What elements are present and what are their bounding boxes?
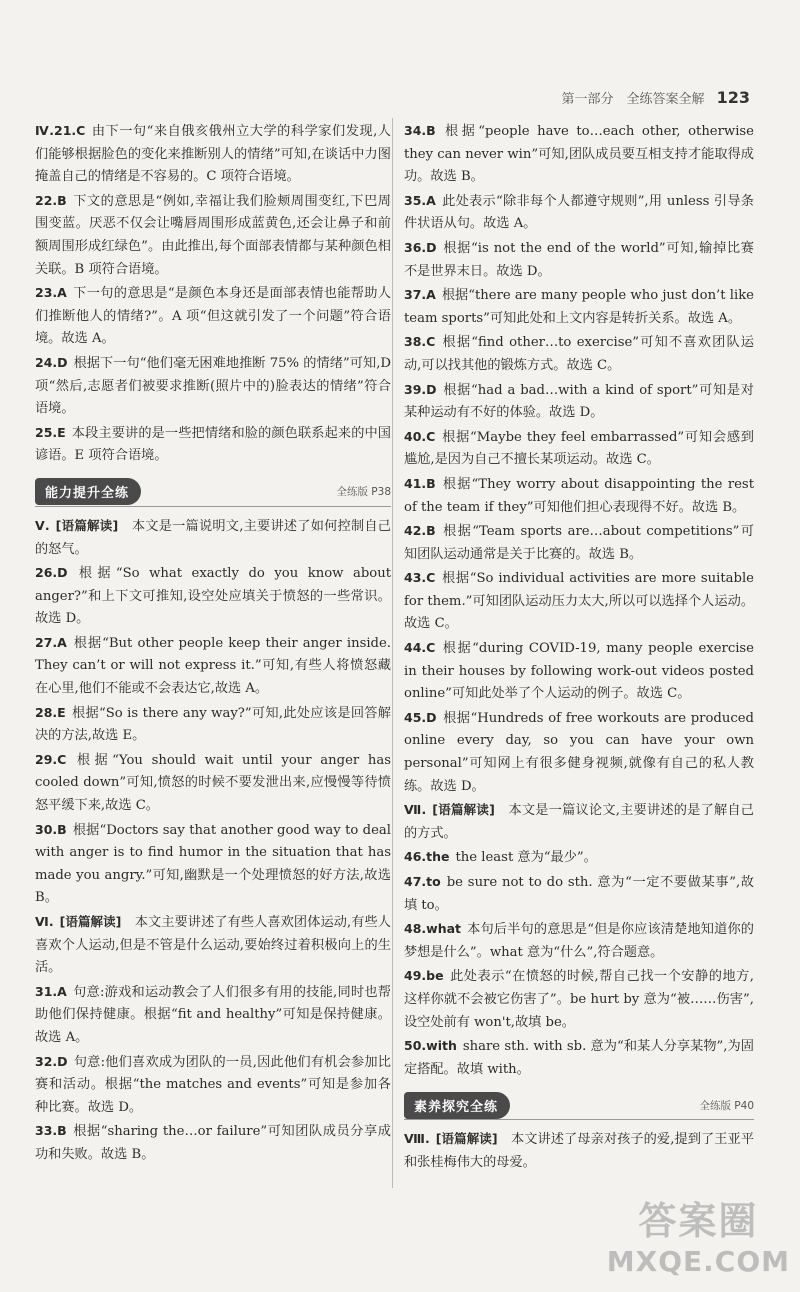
answer-entry xyxy=(404,284,754,330)
answer-number: 35.A xyxy=(404,192,436,208)
answer-entry xyxy=(404,473,754,519)
answer-entry xyxy=(35,749,391,818)
explanation-text: 根据“people have to…each other, otherwise they can never win”可知,团队成员要互相支持才能取得成功。故选 B。 xyxy=(404,124,754,185)
explanation-text: 下文的意思是“例如,幸福让我们脸颊周围变红,下巴周围变蓝。厌恶不仅会让嘴唇周围形成蓝黄色,还会让鼻子和前额周围形成红绿色”。由此推出,每个面部表情都与某种颜色相关联。B 项符合语境。 xyxy=(35,193,391,277)
answer-number: 27.A xyxy=(35,634,67,650)
section-label: [语篇解读] xyxy=(55,517,119,533)
answer-entry xyxy=(35,120,391,189)
explanation-text: 本段主要讲的是一些把情绪和脸的颜色联系起来的中国谚语。E 项符合语境。 xyxy=(35,425,391,464)
explanation-text: 根据“sharing the…or failure”可知团队成员分享成功和失败。故选 B。 xyxy=(35,1124,391,1162)
answer-entry xyxy=(35,562,391,631)
answer-number: 31.A xyxy=(35,983,67,999)
summary-text: 本文是一篇说明文,主要讲述了如何控制自己的怒气。 xyxy=(35,518,391,557)
answer-number: Ⅳ.21.C xyxy=(35,123,86,138)
banner-label: 能力提升全练 xyxy=(35,478,141,505)
explanation-text: 根据“find other…to exercise”可知不喜欢团队运动,可以找其他的锻炼方式。故选 C。 xyxy=(404,335,754,373)
passage-summary xyxy=(35,515,391,561)
answer-number: 41.B xyxy=(404,475,436,491)
answer-number: 23.A xyxy=(35,285,67,301)
explanation-text: 句意:他们喜欢成为团队的一员,因此他们有机会参加比赛和活动。根据“the matches and events”可知是参加各种比赛。故选 D。 xyxy=(35,1054,391,1115)
answer-entry xyxy=(35,981,391,1050)
explanation-text: 根据“had a bad…with a kind of sport”可知是对某种运动有不好的体验。故选 D。 xyxy=(404,382,754,421)
explanation-text: 根据“So what exactly do you know about anger?”和上下文可推知,设空处应填关于愤怒的一些常识。故选 D。 xyxy=(35,566,391,627)
answer-entry xyxy=(35,819,391,910)
answer-entry xyxy=(404,567,754,636)
answer-number: 47.to xyxy=(404,874,441,889)
answer-entry xyxy=(35,282,391,351)
explanation-text: 下一句的意思是“是颜色本身还是面部表情也能帮助人们推断他人的情绪?”。A 项“但这就引发了一个问题”符合语境。故选 A。 xyxy=(35,286,391,347)
answer-entry xyxy=(404,965,754,1034)
answer-number: 34.B xyxy=(404,123,436,138)
answer-entry xyxy=(35,632,391,701)
answer-number: 42.B xyxy=(404,523,436,539)
answer-number: 32.D xyxy=(35,1053,68,1069)
column-divider xyxy=(392,118,393,1188)
answer-number: 46.the xyxy=(404,849,450,865)
explanation-text: 根据“Maybe they feel embarrassed”可知会感到尴尬,是因为自己不擅长某项运动。故选 C。 xyxy=(404,429,754,468)
answer-entry xyxy=(404,190,754,236)
answer-entry xyxy=(404,871,754,917)
page-number: 123 xyxy=(716,88,750,107)
answer-number: 26.D xyxy=(35,565,68,581)
explanation-text: 根据“They worry about disappointing the rest of the team if they”可知他们担心表现得不好。故选 B。 xyxy=(404,476,754,515)
explanation-text: 由下一句“来自俄亥俄州立大学的科学家们发现,人们能够根据脸色的变化来推断别人的情绪”可知,在谈话中力图掩盖自己的情绪是不容易的。C 项符合语境。 xyxy=(35,124,391,185)
answer-entry xyxy=(404,1035,754,1081)
explanation-text: 根据“But other people keep their anger inside. They can’t or will not express it.”可知,有些人将愤怒藏在心里,他们不能或不会表达它,故选 A。 xyxy=(35,635,391,697)
section-label: [语篇解读] xyxy=(59,914,122,929)
answer-number: 28.E xyxy=(35,704,66,720)
answer-entry xyxy=(404,120,754,189)
explanation-text: 根据“Hundreds of free workouts are produced online every day, so you can have your own personal”可知网上有很多健身视频,就像有自己的私人教练。故选 D。 xyxy=(404,710,754,794)
answer-entry xyxy=(404,846,754,870)
corner-watermark xyxy=(607,1190,790,1278)
section-number: Ⅷ. xyxy=(404,1131,430,1147)
answer-number: 30.B xyxy=(35,821,67,837)
answer-entry xyxy=(404,379,754,425)
page-header xyxy=(561,88,750,107)
passage-summary xyxy=(404,1128,754,1174)
explanation-text: 根据“So is there any way?”可知,此处应该是回答解决的方法,故选 E。 xyxy=(35,705,391,744)
explanation-text: 根据“Team sports are…about competitions”可知团队运动通常是关于比赛的。故选 B。 xyxy=(404,524,754,562)
explanation-text: 根据“during COVID-19, many people exercise in their houses by following work-out videos posted online”可知此处举了个人运动的例子。故选 C。 xyxy=(404,641,754,702)
section-number: Ⅵ. xyxy=(35,914,54,929)
answer-number: 48.what xyxy=(404,921,462,937)
passage-summary xyxy=(35,911,391,980)
section-label: [语篇解读] xyxy=(432,802,495,818)
answer-number: 43.C xyxy=(404,570,436,586)
answer-number: 45.D xyxy=(404,709,437,725)
summary-text: 本文讲述了母亲对孩子的爱,提到了王亚平和张桂梅伟大的母爱。 xyxy=(404,1132,755,1170)
answer-entry xyxy=(35,1120,391,1166)
answer-entry xyxy=(404,707,754,798)
answer-number: 40.C xyxy=(404,428,436,444)
answer-number: 36.D xyxy=(404,239,437,255)
answer-entry xyxy=(404,918,754,964)
answer-number: 33.B xyxy=(35,1123,67,1139)
explanation-text: 句意:游戏和运动教会了人们很多有用的技能,同时也帮助他们保持健康。根据“fit and healthy”可知是保持健康。故选 A。 xyxy=(35,984,391,1045)
answer-number: 49.be xyxy=(404,968,444,984)
watermark-icon-text: 答案圈 xyxy=(638,1199,759,1243)
explanation-text: 本句后半句的意思是“但是你应该清楚地知道你的梦想是什么”。what 意为“什么”,符合题意。 xyxy=(404,922,754,960)
passage-summary xyxy=(404,799,754,845)
banner-page-ref: 全练版 P40 xyxy=(699,1099,754,1112)
answer-entry xyxy=(35,190,391,281)
answer-number: 39.D xyxy=(404,381,437,397)
answer-entry xyxy=(35,352,391,421)
right-column xyxy=(404,120,754,1176)
banner-label: 素养探究全练 xyxy=(404,1092,510,1119)
explanation-text: 此处表示“在愤怒的时候,帮自己找一个安静的地方,这样你就不会被它伤害了”。be hurt by 意为“被……伤害”,设空处前有 won't,故填 be。 xyxy=(404,969,754,1030)
answer-entry xyxy=(404,520,754,566)
explanation-text: 根据“Doctors say that another good way to deal with anger is to find humor in the situation that has made you angry.”可知,幽默是一个处理愤怒的好方法,故选 B。 xyxy=(35,822,391,906)
section-banner xyxy=(35,478,391,507)
explanation-text: share sth. with sb. 意为“和某人分享某物”,为固定搭配。故填 with。 xyxy=(404,1039,754,1077)
answer-entry xyxy=(35,702,391,748)
summary-text: 本文是一篇议论文,主要讲述的是了解自己的方式。 xyxy=(404,803,754,841)
summary-text: 本文主要讲述了有些人喜欢团体运动,有些人喜欢个人运动,但是不管是什么运动,要始终过着积极向上的生活。 xyxy=(35,915,391,976)
explanation-text: 此处表示“除非每个人都遵守规则”,用 unless 引导条件状语从句。故选 A。 xyxy=(404,193,754,232)
answer-number: 37.A xyxy=(404,287,436,303)
left-column xyxy=(35,120,391,1168)
answer-number: 44.C xyxy=(404,640,436,656)
section-banner xyxy=(404,1091,754,1120)
answer-entry xyxy=(35,422,391,468)
answer-number: 50.with xyxy=(404,1038,457,1054)
answer-entry xyxy=(404,426,754,472)
watermark-site-text: MXQE.COM xyxy=(606,1245,790,1278)
answer-number: 38.C xyxy=(404,334,436,350)
explanation-text: the least 意为“最少”。 xyxy=(455,850,597,866)
explanation-text: 根据“is not the end of the world”可知,输掉比赛不是世界末日。故选 D。 xyxy=(404,240,754,279)
answer-number: 29.C xyxy=(35,751,67,767)
explanation-text: 根据“You should wait until your anger has cooled down”可知,愤怒的时候不要发泄出来,应慢慢等待愤怒平缓下来,故选 C。 xyxy=(35,752,391,814)
answer-number: 25.E xyxy=(35,424,66,440)
answer-entry xyxy=(35,1051,391,1120)
header-text: 第一部分 全练答案全解 xyxy=(561,92,705,107)
answer-entry xyxy=(404,331,754,377)
answer-entry xyxy=(404,237,754,283)
section-number: Ⅶ. xyxy=(404,802,427,818)
answer-number: 22.B xyxy=(35,192,67,208)
banner-page-ref: 全练版 P38 xyxy=(336,486,391,499)
section-label: [语篇解读] xyxy=(435,1131,498,1147)
explanation-text: be sure not to do sth. 意为“一定不要做某事”,故填 to。 xyxy=(404,875,754,913)
answer-number: 24.D xyxy=(35,354,68,370)
explanation-text: 根据“So individual activities are more suitable for them.”可知团队运动压力太大,所以可以选择个人运动。故选 C。 xyxy=(404,571,754,632)
explanation-text: 根据“there are many people who just don’t like team sports”可知此处和上文内容是转折关系。故选 A。 xyxy=(404,288,754,326)
explanation-text: 根据下一句“他们毫无困难地推断 75% 的情绪”可知,D 项“然后,志愿者们被要求推断(照片中的)脸表达的情绪”符合语境。 xyxy=(35,355,391,417)
section-number: Ⅴ. xyxy=(35,517,50,533)
answer-entry xyxy=(404,637,754,706)
